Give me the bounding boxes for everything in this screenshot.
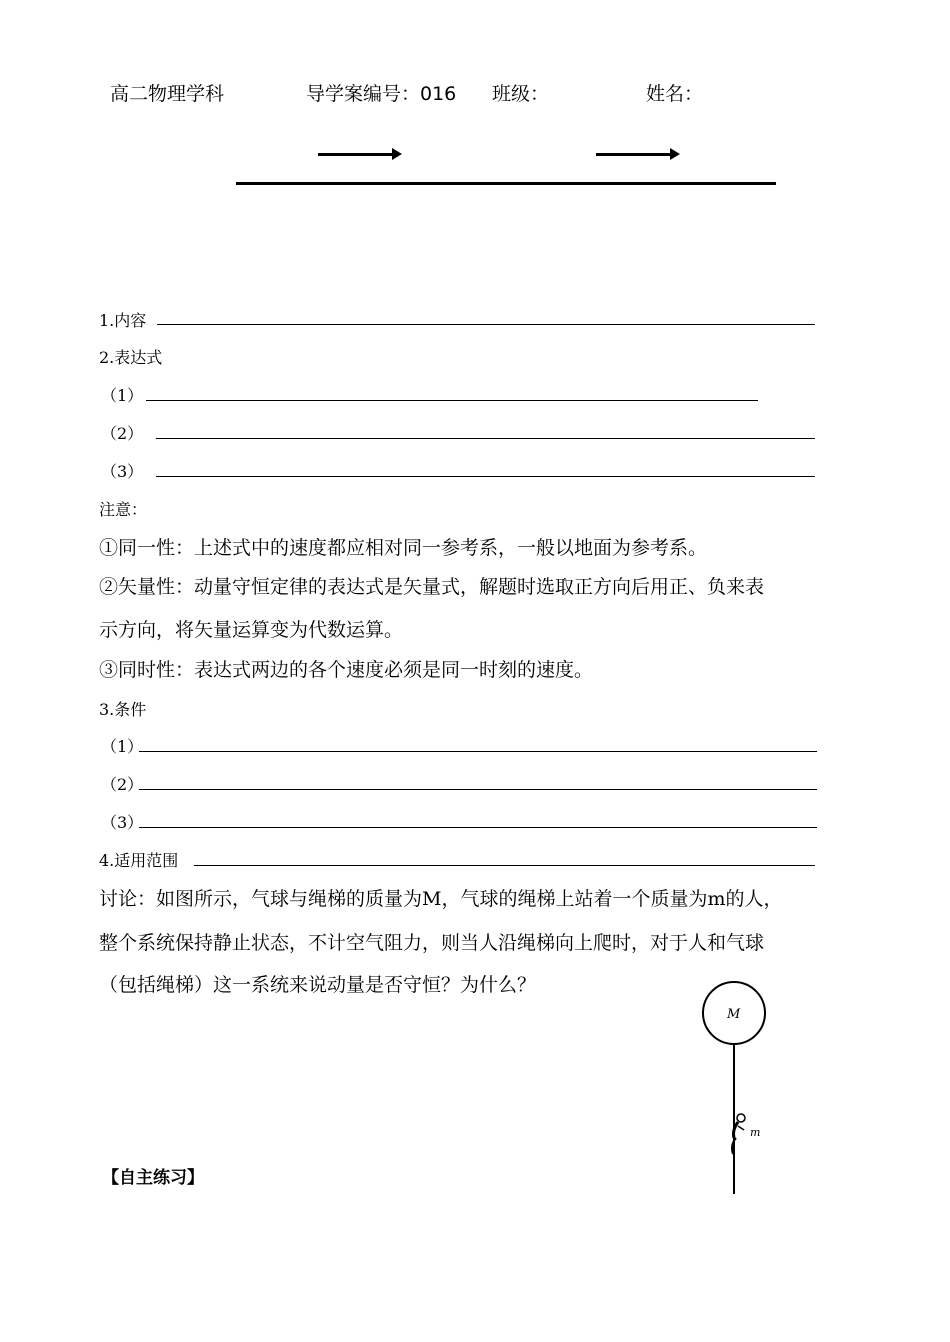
- expr-item-3: （3）: [101, 462, 144, 481]
- cond-blank-1[interactable]: [139, 751, 817, 752]
- discussion-line-3: （包括绳梯）这一系统来说动量是否守恒？为什么？: [99, 974, 537, 996]
- cond-blank-3[interactable]: [139, 827, 817, 828]
- title-rule: [236, 182, 776, 185]
- expr-item-2: （2）: [101, 424, 144, 443]
- condition-label: 3.条件: [99, 700, 147, 719]
- balloon-figure: [690, 980, 790, 1200]
- person-label: m: [750, 1126, 761, 1139]
- arrow-icon: [318, 148, 402, 160]
- subject-label: 高二物理学科: [110, 83, 225, 105]
- note-2b: 示方向，将矢量运算变为代数运算。: [99, 619, 404, 641]
- arrow-icon: [596, 148, 680, 160]
- expr-item-1: （1）: [101, 386, 144, 405]
- balloon-label: M: [727, 1007, 741, 1022]
- content-blank[interactable]: [157, 324, 815, 325]
- expr-blank-1[interactable]: [146, 400, 758, 401]
- name-label: 姓名：: [646, 83, 704, 105]
- cond-item-2: （2）: [101, 775, 144, 794]
- note-label: 注意：: [99, 500, 148, 519]
- guide-number-label: 导学案编号：016: [306, 83, 457, 105]
- scope-blank[interactable]: [194, 865, 815, 866]
- scope-label: 4.适用范围: [99, 851, 179, 870]
- cond-item-1: （1）: [101, 737, 144, 756]
- discussion-line-2: 整个系统保持静止状态，不计空气阻力，则当人沿绳梯向上爬时，对于人和气球: [99, 932, 765, 954]
- expr-blank-3[interactable]: [156, 476, 815, 477]
- expression-label: 2.表达式: [99, 348, 163, 367]
- expr-blank-2[interactable]: [156, 438, 815, 439]
- cond-item-3: （3）: [101, 813, 144, 832]
- note-2a: ②矢量性：动量守恒定律的表达式是矢量式，解题时选取正方向后用正、负来表: [99, 576, 765, 598]
- cond-blank-2[interactable]: [139, 789, 817, 790]
- discussion-line-1: 讨论：如图所示，气球与绳梯的质量为M，气球的绳梯上站着一个质量为m的人，: [99, 888, 783, 910]
- note-1: ①同一性：上述式中的速度都应相对同一参考系，一般以地面为参考系。: [99, 537, 708, 559]
- note-3: ③同时性：表达式两边的各个速度必须是同一时刻的速度。: [99, 659, 594, 681]
- content-label: 1.内容: [99, 311, 147, 330]
- class-label: 班级：: [492, 83, 550, 105]
- practice-title: 【自主练习】: [102, 1168, 204, 1188]
